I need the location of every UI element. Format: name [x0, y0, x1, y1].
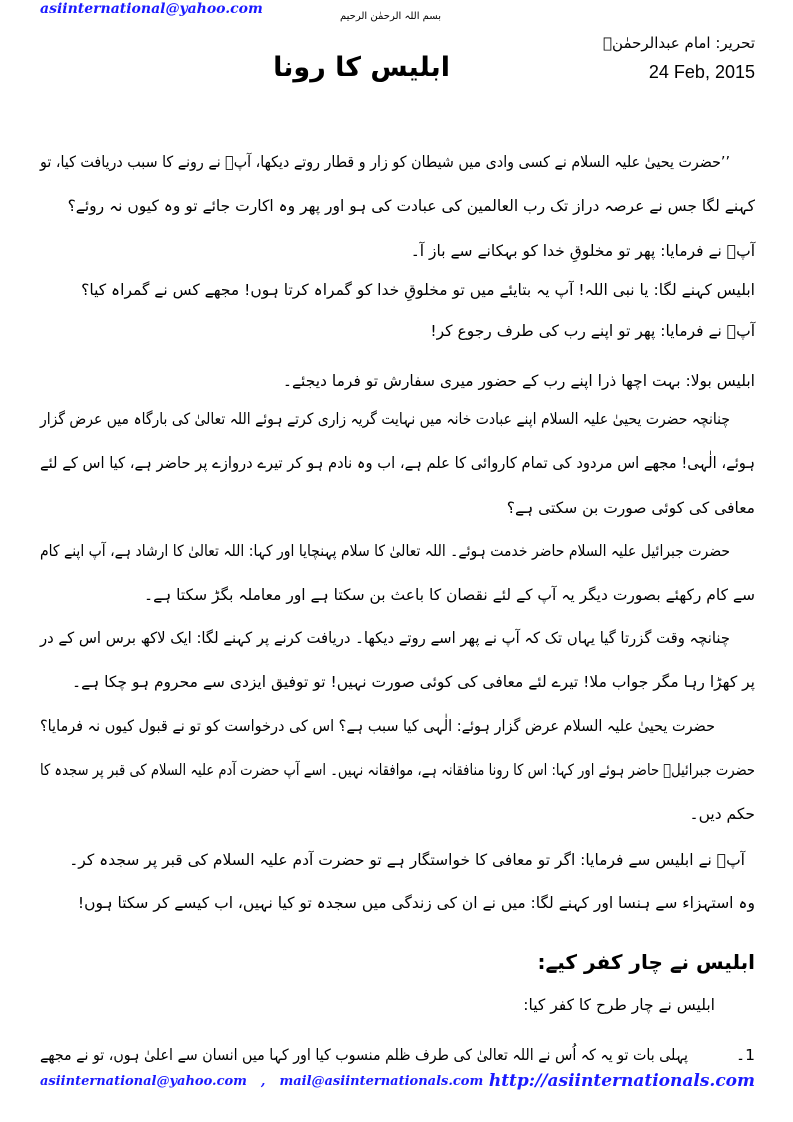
footer-url-link[interactable]: http://asiinternationals.com	[488, 1071, 755, 1091]
body-line: پر کھڑا رہا مگر جواب ملا! تیرے لئے معافی کی کوئی صورت نہیں! تو توفیق ایزدی سے محروم ہو چکا ہے۔	[71, 673, 755, 691]
subheading: ابلیس نے چار طرح کا کفر کیا:	[523, 996, 715, 1014]
body-line: حضرت یحییٰ علیہ السلام عرض گزار ہوئے: الٰہی کیا سبب ہے؟ اس کی درخواست کو تو نے قبول کیوں نہ فرمایا؟	[40, 717, 716, 735]
body-line: معافی کی کوئی صورت بن سکتی ہے؟	[506, 499, 755, 517]
body-line: ہوئے، الٰہی! مجھے اس مردود کی تمام کاروائی کا علم ہے، اب وہ نادم ہو کر تیرے دروازے پر حاضر ہے، کیا اس کے لئے	[39, 454, 755, 472]
list-number: 1۔	[736, 1046, 755, 1064]
footer-separator: ,	[260, 1074, 266, 1089]
body-line: چنانچہ حضرت یحییٰ علیہ السلام اپنے عبادت خانہ میں نہایت گریہ زاری کرتے ہوئے اللہ تعالیٰ کی بارگاہ میں عرض گزار	[39, 410, 731, 428]
body-line: چنانچہ وقت گزرتا گیا یہاں تک کہ آپ نے پھر اسے روتے دیکھا۔ دریافت کرنے پر کہنے لگا: ایک لاکھ برس اس کے در	[39, 629, 730, 647]
body-line: کہنے لگا جس نے عرصہ دراز تک رب العالمین کی عبادت کی ہو اور پھر وہ اکارت جائے تو وہ کیوں نہ روئے؟	[67, 197, 755, 215]
list-item-text: پہلی بات تو یہ کہ اُس نے اللہ تعالیٰ کی طرف ظلم منسوب کیا اور کہا میں انسان سے اعلیٰ ہوں، تو نے مجھے	[40, 1046, 688, 1064]
author: تحریر: امام عبدالرحمٰنؒ	[603, 34, 755, 52]
date: 24 Feb, 2015	[648, 62, 755, 82]
body-line: حضرت جبرائیل علیہ السلام حاضر خدمت ہوئے۔ اللہ تعالیٰ کا سلام پہنچایا اور کہا: اللہ تعالیٰ کا ارشاد ہے، آپ اپنے کام	[39, 542, 730, 560]
section-heading: ابلیس نے چار کفر کیے:	[537, 950, 755, 974]
footer-email-1[interactable]: asiinternational@yahoo.com	[40, 1074, 247, 1089]
body-line: حضرت جبرائیلؑ حاضر ہوئے اور کہا: اس کا رونا منافقانہ ہے، موافقانہ نہیں۔ اسے آپ حضرت آدم علیہ السلام کی قبر پر سجدہ کا	[39, 761, 756, 779]
body-line: آپؑ نے فرمایا: پھر تو مخلوقِ خدا کو بہکانے سے باز آ۔	[410, 242, 755, 260]
body-line: ابلیس بولا: بہت اچھا ذرا اپنے رب کے حضور میری سفارش تو فرما دیجئے۔	[282, 372, 755, 390]
footer-email-2[interactable]: mail@asiinternationals.com	[279, 1074, 484, 1089]
body-line: آپؑ نے فرمایا: پھر تو اپنے رب کی طرف رجوع کر!	[430, 322, 755, 340]
body-line: وہ استہزاء سے ہنسا اور کہنے لگا: میں نے ان کی زندگی میں سجدہ تو کیا نہیں، اب کیسے کر سکتا ہوں!	[77, 894, 755, 912]
body-line: سے کام رکھئے بصورت دیگر یہ آپ کے لئے نقصان کا باعث بن سکتا ہے اور معاملہ بگڑ سکتا ہے۔	[143, 586, 755, 604]
header-email-link[interactable]: asiinternational@yahoo.com	[40, 1, 263, 17]
footer-emails	[40, 1074, 483, 1089]
body-line: ’’حضرت یحییٰ علیہ السلام نے کسی وادی میں شیطان کو زار و قطار روتے دیکھا، آپؑ نے رونے کا سبب دریافت کیا، تو	[40, 153, 731, 171]
bismillah: بسم اللہ الرحمٰن الرحیم	[340, 11, 442, 22]
page-title: ابلیس کا رونا	[273, 52, 450, 83]
body-line: آپؑ نے ابلیس سے فرمایا: اگر تو معافی کا خواستگار ہے تو حضرت آدم علیہ السلام کی قبر پر سجدہ کر۔	[69, 851, 745, 869]
body-line: حکم دیں۔	[689, 805, 755, 823]
body-line: ابلیس کہنے لگا: یا نبی اللہ! آپ یہ بتایئے میں تو مخلوقِ خدا کو گمراہ کرتا ہوں! مجھے کس نے گمراہ کیا؟	[81, 281, 755, 299]
